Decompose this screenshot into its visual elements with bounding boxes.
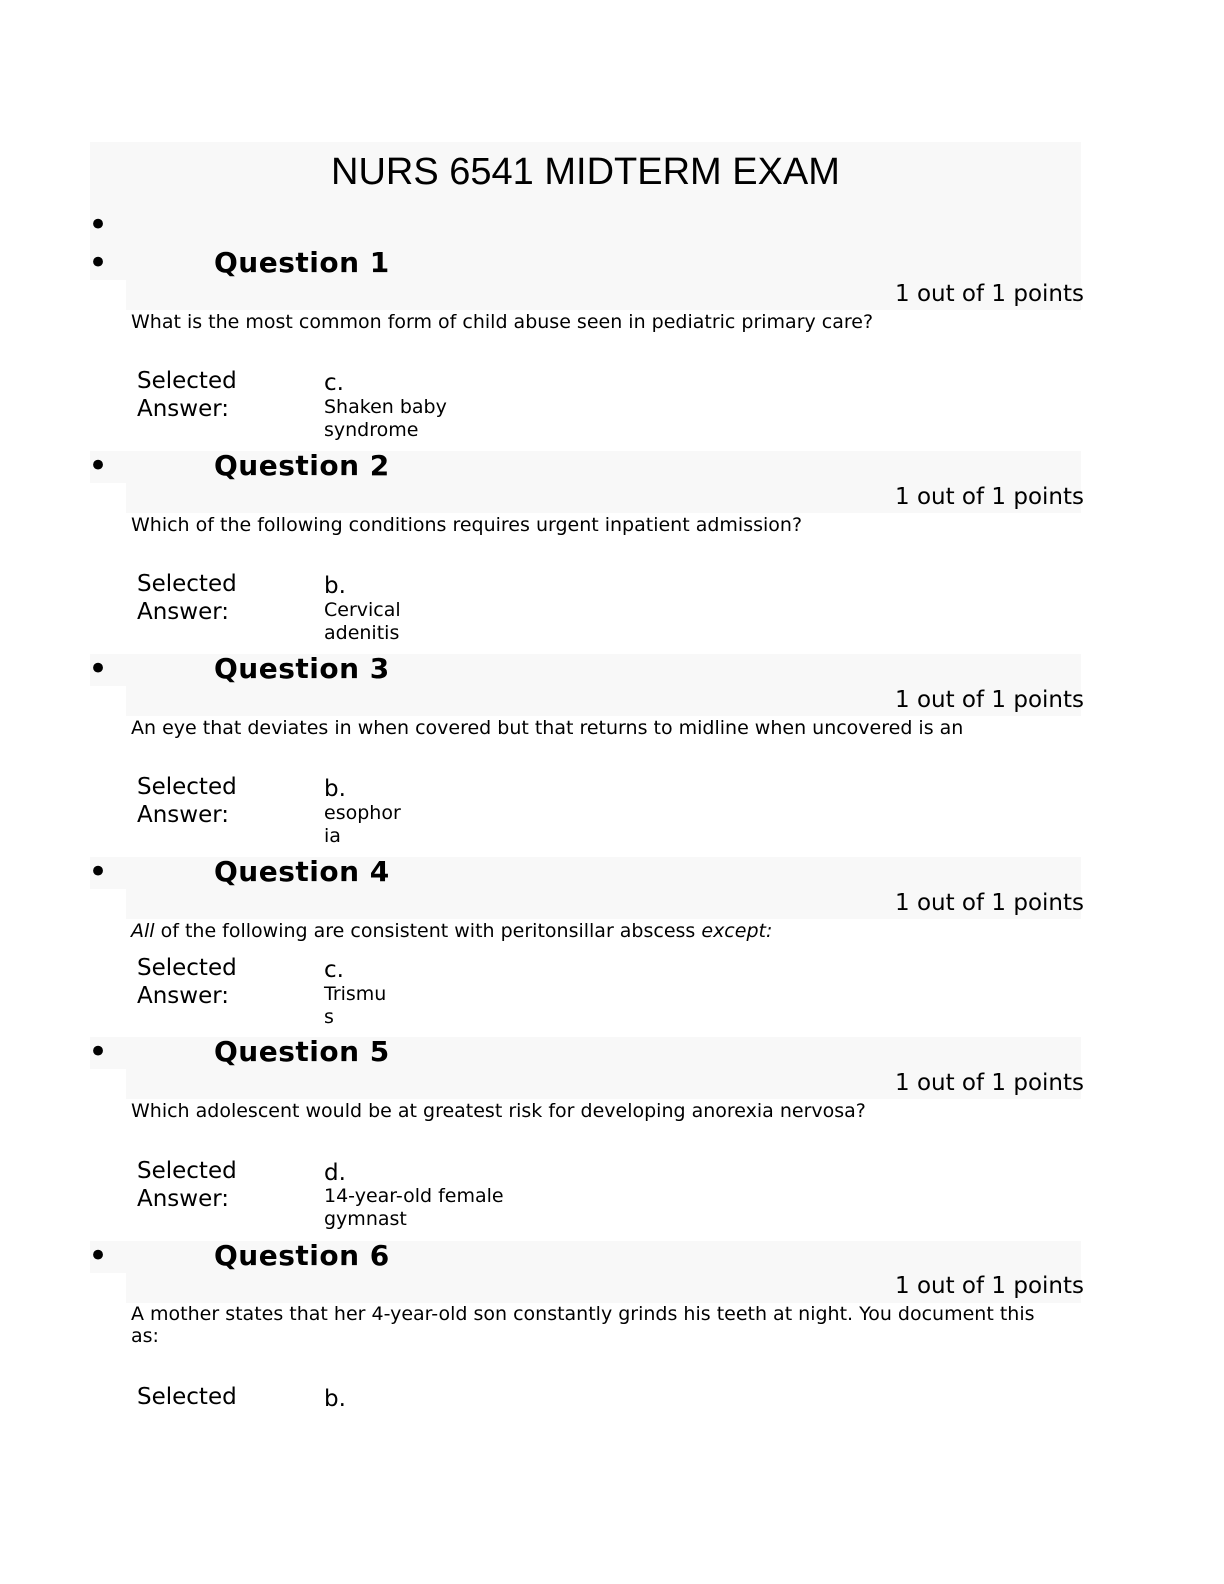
bullet: •	[88, 1236, 109, 1276]
answer-text: 14-year-old female gymnast	[324, 1185, 504, 1230]
question-text	[131, 920, 1051, 942]
question-text: Which of the following conditions requires urgent inpatient admission?	[131, 514, 803, 536]
answer-letter: c.	[324, 370, 344, 396]
question-title: Question 3	[214, 652, 390, 685]
question-points: 1 out of 1 points	[895, 890, 1084, 916]
answer-text: esophor ia	[324, 802, 401, 847]
answer-label: Answer:	[137, 396, 230, 422]
bullet: •	[88, 649, 109, 689]
question-title: Question 2	[214, 449, 390, 482]
answer-letter: d.	[324, 1160, 346, 1186]
question-points: 1 out of 1 points	[895, 1070, 1084, 1096]
question-points: 1 out of 1 points	[895, 281, 1084, 307]
bullet: •	[88, 243, 109, 283]
selected-label: Selected	[137, 368, 237, 394]
question-title: Question 4	[214, 855, 390, 888]
question-text-body: of the following are consistent with peritonsillar abscess	[154, 920, 702, 942]
answer-label: Answer:	[137, 802, 230, 828]
selected-label: Selected	[137, 1384, 237, 1410]
bullet: •	[88, 205, 109, 245]
bullet: •	[88, 446, 109, 486]
answer-text: Shaken baby syndrome	[324, 396, 447, 441]
answer-label: Answer:	[137, 1186, 230, 1212]
question-title: Question 1	[214, 246, 390, 279]
answer-letter: c.	[324, 957, 344, 983]
question-text: An eye that deviates in when covered but that returns to midline when uncovered is an	[131, 717, 964, 739]
question-text: What is the most common form of child abuse seen in pediatric primary care?	[131, 311, 874, 333]
question-points: 1 out of 1 points	[895, 484, 1084, 510]
question-text: A mother states that her 4-year-old son constantly grinds his teeth at night. You document this as:	[131, 1303, 1035, 1347]
question-points: 1 out of 1 points	[895, 687, 1084, 713]
answer-label: Answer:	[137, 599, 230, 625]
bullet: •	[88, 852, 109, 892]
answer-text: Trismu s	[324, 983, 387, 1028]
answer-label: Answer:	[137, 983, 230, 1009]
answer-text: Cervical adenitis	[324, 599, 401, 644]
page-title: NURS 6541 MIDTERM EXAM	[331, 151, 840, 193]
selected-label: Selected	[137, 1158, 237, 1184]
answer-letter: b.	[324, 1386, 346, 1412]
answer-letter: b.	[324, 573, 346, 599]
selected-label: Selected	[137, 955, 237, 981]
question-text-emphasis: All	[131, 920, 155, 942]
question-title: Question 5	[214, 1035, 390, 1068]
question-text: Which adolescent would be at greatest risk for developing anorexia nervosa?	[131, 1100, 866, 1122]
question-title: Question 6	[214, 1239, 390, 1272]
question-text-emphasis: except:	[701, 920, 773, 942]
bullet: •	[88, 1032, 109, 1072]
selected-label: Selected	[137, 571, 237, 597]
answer-letter: b.	[324, 776, 346, 802]
selected-label: Selected	[137, 774, 237, 800]
question-points: 1 out of 1 points	[895, 1273, 1084, 1299]
